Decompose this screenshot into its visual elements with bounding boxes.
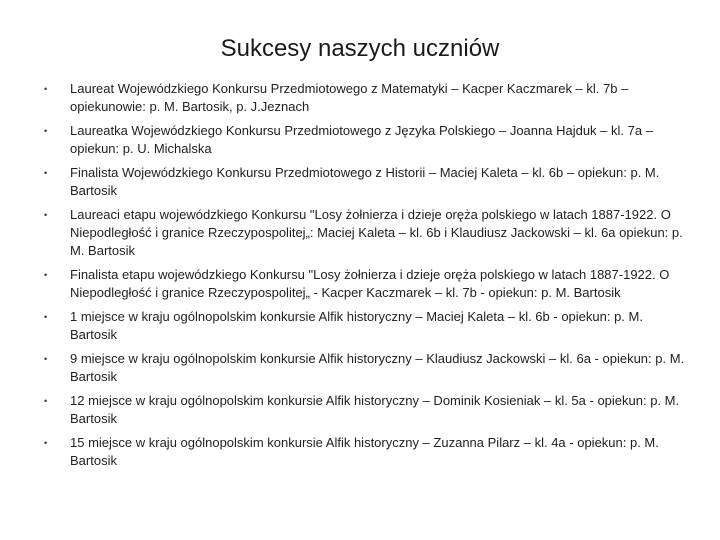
bullet-dot-icon: • bbox=[44, 210, 48, 220]
list-item-text: Laureat Wojewódzkiego Konkursu Przedmiotowego z Matematyki – Kacper Kaczmarek – kl. 7b – opiekunowie: p. M. Bartosik, p. J.Jeznach bbox=[70, 81, 629, 114]
bullet-dot-icon: • bbox=[44, 126, 48, 136]
list-item bbox=[40, 308, 690, 344]
list-item-text: 15 miejsce w kraju ogólnopolskim konkursie Alfik historyczny – Zuzanna Pilarz – kl. 4a - opiekun: p. M. Bartosik bbox=[70, 435, 659, 468]
bullet-dot-icon: • bbox=[44, 438, 48, 448]
slide-title: Sukcesy naszych uczniów bbox=[220, 35, 500, 62]
list-item-text: Finalista Wojewódzkiego Konkursu Przedmiotowego z Historii – Maciej Kaleta – kl. 6b – opiekun: p. M. Bartosik bbox=[70, 165, 660, 198]
list-item-text: Laureaci etapu wojewódzkiego Konkursu "Losy żołnierza i dzieje oręża polskiego w latach 1887-1922. O Niepodległość i granice Rzeczypospolitej„: Maciej Kaleta – kl. 6b i Klaudiusz Jackowski – kl. 6a opiekun: p. M. Bartosik bbox=[70, 207, 683, 258]
list-item bbox=[40, 206, 690, 260]
list-item-text: 1 miejsce w kraju ogólnopolskim konkursie Alfik historyczny – Maciej Kaleta – kl. 6b - opiekun: p. M. Bartosik bbox=[70, 309, 643, 342]
list-item-text: 12 miejsce w kraju ogólnopolskim konkursie Alfik historyczny – Dominik Kosieniak – kl. 5a - opiekun: p. M. Bartosik bbox=[70, 393, 680, 426]
list-item bbox=[40, 350, 690, 386]
list-item-text: 9 miejsce w kraju ogólnopolskim konkursie Alfik historyczny – Klaudiusz Jackowski – kl. 6a - opiekun: p. M. Bartosik bbox=[70, 351, 685, 384]
bullet-dot-icon: • bbox=[44, 84, 48, 94]
bullet-dot-icon: • bbox=[44, 396, 48, 406]
list-item-text: Finalista etapu wojewódzkiego Konkursu "Losy żołnierza i dzieje oręża polskiego w latach 1887-1922. O Niepodległość i granice Rzeczypospolitej„ - Kacper Kaczmarek – kl. 7b - opiekun: p. M. Bartosik bbox=[70, 267, 670, 300]
list-item bbox=[40, 164, 690, 200]
achievements-list bbox=[40, 80, 690, 476]
list-item bbox=[40, 122, 690, 158]
bullet-dot-icon: • bbox=[44, 312, 48, 322]
list-item bbox=[40, 266, 690, 302]
bullet-dot-icon: • bbox=[44, 354, 48, 364]
list-item bbox=[40, 392, 690, 428]
list-item-text: Laureatka Wojewódzkiego Konkursu Przedmiotowego z Języka Polskiego – Joanna Hajduk – kl. 7a – opiekun: p. U. Michalska bbox=[70, 123, 653, 156]
bullet-dot-icon: • bbox=[44, 270, 48, 280]
bullet-dot-icon: • bbox=[44, 168, 48, 178]
list-item bbox=[40, 434, 690, 470]
list-item bbox=[40, 80, 690, 116]
